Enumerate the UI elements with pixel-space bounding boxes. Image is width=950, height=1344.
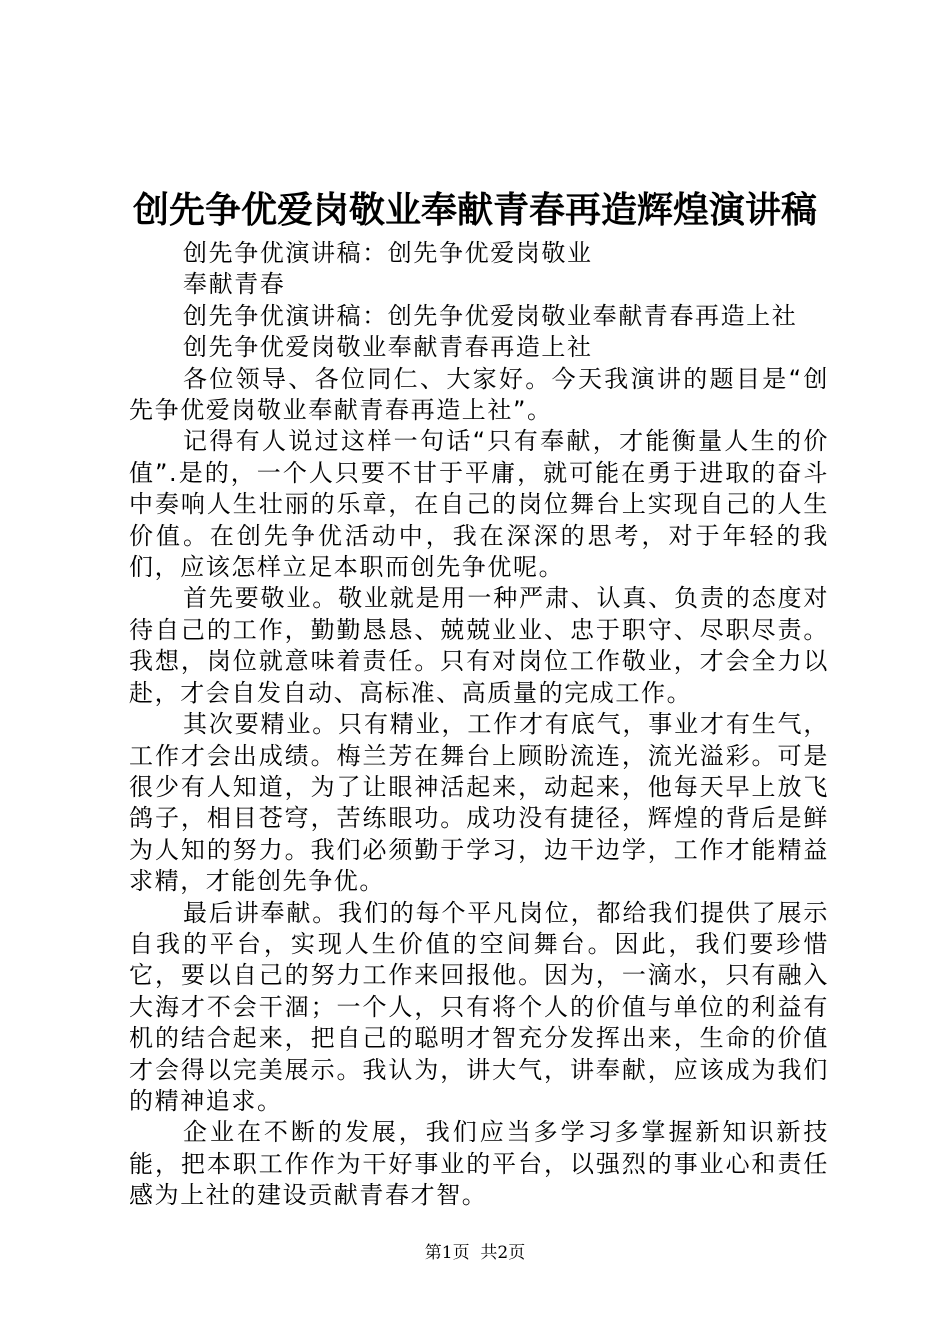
subtitle-line: 创先争优演讲稿：创先争优爱岗敬业奉献青春再造上社 — [183, 301, 798, 330]
subtitle-line: 创先争优演讲稿：创先争优爱岗敬业 — [183, 239, 593, 267]
subtitle-line: 创先争优爱岗敬业奉献青春再造上社 — [183, 333, 593, 362]
paragraph-dedication: 首先要敬业。敬业就是用一种严肃、认真、负责的态度对待自己的工作，勤勤恳恳、兢兢业业、忠于职守、尽职尽责。我想，岗位就意味着责任。只有对岗位工作敬业，才会全力以赴，才会自发自动、高标准、高质量的完成工作。 — [129, 584, 829, 707]
document-body — [129, 238, 829, 1212]
paragraph-conclusion: 企业在不断的发展，我们应当多学习多掌握新知识新技能，把本职工作作为干好事业的平台，以强烈的事业心和责任感为上社的建设贡献青春才智。 — [129, 1118, 829, 1210]
paragraph-excellence: 其次要精业。只有精业，工作才有底气，事业才有生气，工作才会出成绩。梅兰芳在舞台上顾盼流连，流光溢彩。可是很少有人知道，为了让眼神活起来，动起来，他每天早上放飞鸽子，相目苍穹，苦练眼功。成功没有捷径，辉煌的背后是鲜为人知的努力。我们必须勤于学习，边干边学，工作才能精益求精，才能创先争优。 — [129, 710, 829, 896]
paragraph-quote: 记得有人说过这样一句话“只有奉献，才能衡量人生的价值”.是的，一个人只要不甘于平庸，就可能在勇于进取的奋斗中奏响人生壮丽的乐章，在自己的岗位舞台上实现自己的人生价值。在创先争优活动中，我在深深的思考，对于年轻的我们，应该怎样立足本职而创先争优呢。 — [129, 427, 829, 582]
subtitle-line: 奉献青春 — [183, 270, 286, 299]
paragraph-contribution: 最后讲奉献。我们的每个平凡岗位，都给我们提供了展示自我的平台，实现人生价值的空间舞台。因此，我们要珍惜它，要以自己的努力工作来回报他。因为，一滴水，只有融入大海才不会干涸；一个人，只有将个人的价值与单位的利益有机的结合起来，把自己的聪明才智充分发挥出来，生命的价值才会得以完美展示。我认为，讲大气，讲奉献，应该成为我们的精神追求。 — [129, 898, 829, 1115]
document-title: 创先争优爱岗敬业奉献青春再造辉煌演讲稿 — [132, 189, 817, 231]
page-number: 第1页 共2页 — [424, 1243, 526, 1263]
page-footer — [0, 1241, 950, 1265]
paragraph-greeting: 各位领导、各位同仁、大家好。今天我演讲的题目是“创先争优爱岗敬业奉献青春再造上社”。 — [129, 364, 829, 425]
